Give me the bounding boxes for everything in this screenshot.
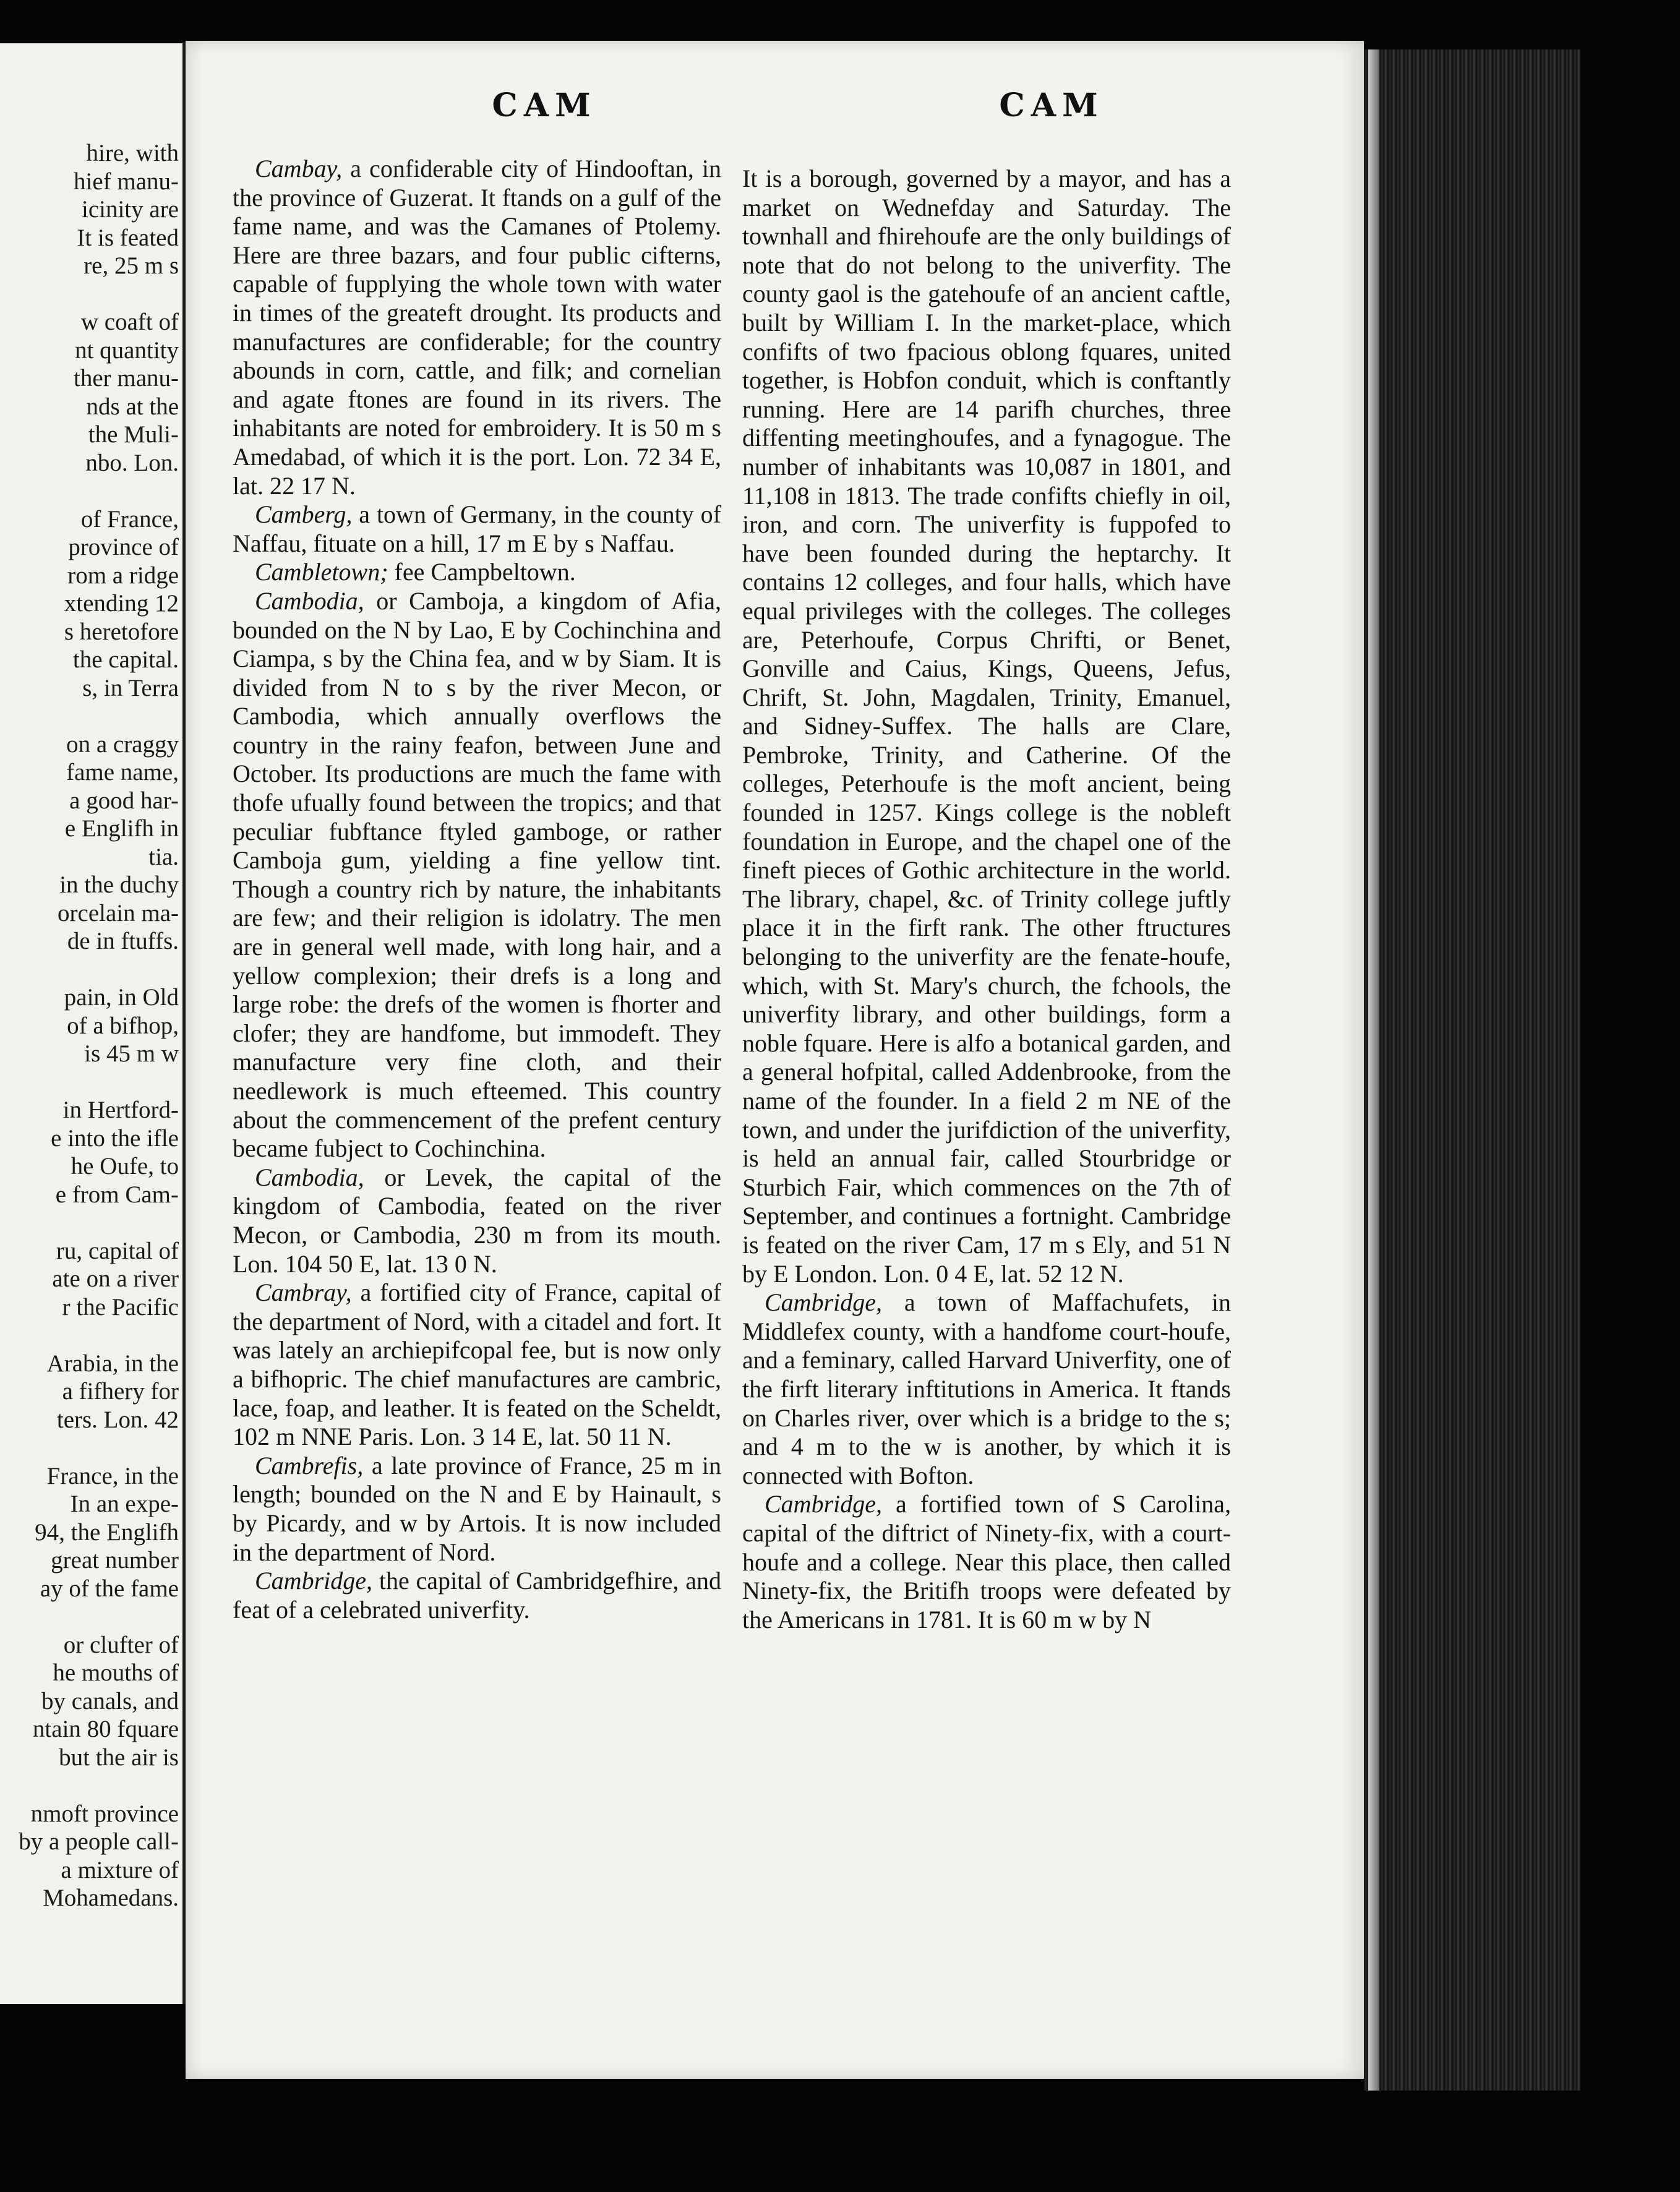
fragment-line: on a craggy	[66, 730, 179, 758]
fragment-line: s heretofore	[64, 618, 179, 645]
fragment-line	[19, 702, 179, 730]
fragment-line: nbo. Lon.	[85, 449, 179, 476]
fragment-line: hire, with	[86, 140, 179, 166]
entry-headword: Cambrefis,	[255, 1451, 364, 1479]
entry-headword: Cambodia,	[255, 1163, 364, 1191]
fragment-line: France, in the	[46, 1462, 179, 1489]
fragment-line	[19, 1068, 179, 1097]
fragment-line: by a people call-	[19, 1828, 179, 1855]
fragment-line	[19, 1209, 179, 1237]
fragment-line: 94, the Englifh	[35, 1518, 179, 1546]
fragment-line: is 45 m w	[84, 1040, 179, 1067]
fragment-line: s, in Terra	[82, 674, 179, 701]
entry-text: or Levek, the capital of the kingdom of Cambodia, feated on the river Mecon, or Cambodia, 230 m from its mouth. Lon. 104 50 E, lat. 13 0 N.	[233, 1163, 721, 1278]
fragment-line: xtending 12	[64, 590, 179, 617]
fragment-line	[19, 477, 179, 505]
fragment-line: but the air is	[59, 1744, 179, 1771]
entry-headword: Cambray,	[255, 1278, 352, 1307]
fragment-line: nmoft province	[30, 1800, 179, 1827]
fragment-line	[19, 1321, 179, 1350]
fragment-line: hief manu-	[73, 168, 179, 195]
entry-text: fee Campbeltown.	[388, 558, 576, 586]
fragment-line: a mixture of	[61, 1856, 179, 1883]
fragment-line: ther manu-	[73, 365, 179, 392]
gazetteer-entry	[233, 558, 721, 587]
facing-page-text	[19, 139, 179, 1912]
running-head-left: CAM	[492, 87, 597, 124]
fragment-line: ay of the fame	[40, 1575, 179, 1602]
fragment-line: a good har-	[69, 787, 179, 814]
fragment-line: nt quantity	[75, 336, 179, 364]
entry-headword: Cambridge,	[765, 1490, 882, 1518]
fragment-line: icinity are	[81, 196, 179, 223]
fragment-line: in the duchy	[59, 871, 179, 898]
entry-text: a late province of France, 25 m in length; bounded on the N and E by Hainault, s by Picardy, and w by Artois. It is now included in the department of Nord.	[233, 1451, 721, 1566]
fragment-line: or clufter of	[63, 1631, 179, 1658]
fragment-line: ate on a river	[52, 1265, 179, 1292]
entry-text: the capital of Cambridgefhire, and feat of a celebrated univerfity.	[233, 1567, 721, 1624]
entry-headword: Cambodia,	[255, 586, 364, 615]
fragment-line: fame name,	[66, 759, 179, 786]
fragment-line: the capital.	[72, 646, 179, 673]
fragment-line: of a bifhop,	[67, 1012, 179, 1039]
fragment-line: by canals, and	[41, 1687, 179, 1715]
gazetteer-entry	[742, 1288, 1231, 1490]
gazetteer-entry	[233, 500, 721, 558]
fragment-line: It is feated	[77, 224, 179, 251]
fragment-line: tia.	[148, 843, 179, 870]
fragment-line: province of	[68, 534, 179, 560]
fragment-line: great number	[51, 1547, 179, 1573]
fragment-line: ntain 80 fquare	[32, 1716, 179, 1742]
entry-text: a town of Germany, in the county of Naffau, fituate on a hill, 17 m E by s Naffau.	[233, 500, 721, 557]
gazetteer-entry	[233, 1163, 721, 1278]
running-head-right: CAM	[999, 87, 1104, 124]
entry-text: a fortified town of S Carolina, capital of the diftrict of Ninety-fix, with a court-houfe and a college. Near this place, then called Ninety-fix, the Britifh troops were defeated by the Americans in 1781. It is 60 m w by N	[742, 1490, 1231, 1633]
text-column-left	[233, 155, 721, 1624]
fragment-line: de in ftuffs.	[67, 928, 179, 954]
fragment-line	[19, 1603, 179, 1631]
fragment-line	[19, 1434, 179, 1462]
entry-text: It is a borough, governed by a mayor, and has a market on Wednefday and Saturday. The townhall and fhirehoufe are the only buildings of note that do not belong to the univerfity. The county gaol is the gatehoufe of an ancient caftle, built by William I. In the market-place, which confifts of two fpacious oblong fquares, united together, is Hobfon conduit, which is conftantly running. Here are 14 parifh churches, three diffenting meetinghoufes, and a fynagogue. The number of inhabitants was 10,087 in 1801, and 11,108 in 1813. The trade confifts chiefly in oil, iron, and corn. The univerfity is fuppofed to have been founded during the heptarchy. It contains 12 colleges, and four halls, which have equal privileges with the colleges. The colleges are, Peterhoufe, Corpus Chrifti, or Benet, Gonville and Caius, Kings, Queens, Jefus, Chrift, St. John, Magdalen, Trinity, Emanuel, and Sidney-Suffex. The halls are Clare, Pembroke, Trinity, and Catherine. Of the colleges, Peterhoufe is the moft ancient, being founded in 1257. Kings college is the nobleft foundation in Europe, and the chapel one of the fineft pieces of Gothic architecture in the world. The library, chapel, &c. of Trinity college juftly place it in the firft rank. The other ftructures belonging to the univerfity are the fenate-houfe, which, with St. Mary's church, the fchools, the univerfity library, and other buildings, form a noble fquare. Here is alfo a botanical garden, and a general hofpital, called Addenbrooke, from the name of the founder. In a field 2 m NE of the town, and under the jurifdiction of the univerfity, is held an annual fair, called Stourbridge or Sturbich Fair, which commences on the 7th of September, and continues a fortnight. Cambridge is feated on the river Cam, 17 m s Ely, and 51 N by E London. Lon. 0 4 E, lat. 52 12 N.	[742, 165, 1231, 1288]
fragment-line: Arabia, in the	[46, 1350, 179, 1377]
fragment-line: r the Pacific	[62, 1293, 179, 1321]
fragment-line: e into the ifle	[51, 1124, 179, 1152]
facing-page-fragment	[0, 43, 182, 2004]
fragment-line: e Englifh in	[64, 815, 179, 842]
fragment-line	[19, 280, 179, 309]
entry-headword: Cambay,	[255, 155, 343, 182]
fragment-line: a fifhery for	[62, 1378, 179, 1405]
fragment-line: re, 25 m s	[84, 252, 179, 279]
entry-text: a confiderable city of Hindooftan, in the province of Guzerat. It ftands on a gulf of the fame name, and was the Camanes of Ptolemy. Here are three bazars, and four public cifterns, capable of fupplying the whole town with water in times of the greateft drought. Its products and manufactures are confiderable; for the country abounds in corn, cattle, and filk; and cornelian and agate ftones are found in its rivers. The inhabitants are noted for embroidery. It is 50 m s Amedabad, of which it is the port. Lon. 72 34 E, lat. 22 17 N.	[233, 155, 721, 500]
fragment-line: orcelain ma-	[58, 899, 179, 927]
entry-text: a town of Maffachufets, in Middlefex county, with a handfome court-houfe, and a feminary, called Harvard Univerfity, one of the firft literary inftitutions in America. It ftands on Charles river, over which is a bridge to the s; and 4 m to the w is another, by which it is connected with Bofton.	[742, 1288, 1231, 1489]
fragment-line: e from Cam-	[55, 1181, 179, 1208]
book-page-edges	[1364, 49, 1580, 2091]
fragment-line: ru, capital of	[56, 1237, 179, 1264]
page-edge-highlight	[1368, 49, 1379, 2091]
fragment-line: Mohamedans.	[43, 1885, 179, 1911]
gazetteer-entry	[233, 587, 721, 1163]
fragment-line: In an expe-	[70, 1491, 179, 1517]
entry-text: or Camboja, a kingdom of Afia, bounded on the N by Lao, E by Cochinchina and Ciampa, s by the China fea, and w by Siam. It is divided from N to s by the river Mecon, or Cambodia, which annually overflows the country in the rainy feafon, between June and October. Its productions are much the fame with thofe ufually found between the tropics; and that peculiar fubftance ftyled gamboge, or rather Camboja gum, yielding a fine yellow tint. Though a country rich by nature, the inhabitants are few; and their religion is idolatry. The men are in general well made, with long hair, and a yellow complexion; their drefs is a long and large robe: the drefs of the women is fhorter and clofer; they are handfome, but immodeft. They manufacture very fine cloth, and their needlework is much efteemed. This country about the commencement of the prefent century became fubject to Cochinchina.	[233, 586, 721, 1163]
gazetteer-entry	[233, 1278, 721, 1452]
fragment-line: the Muli-	[88, 421, 179, 448]
gazetteer-entry	[742, 1490, 1231, 1634]
text-column-right	[742, 165, 1231, 1634]
gazetteer-entry	[233, 155, 721, 500]
fragment-line: w coaft of	[80, 309, 179, 335]
gazetteer-entry	[742, 165, 1231, 1288]
fragment-line: pain, in Old	[64, 984, 179, 1011]
entry-headword: Cambletown;	[255, 558, 388, 586]
entry-headword: Camberg,	[255, 500, 353, 529]
fragment-line	[19, 1771, 179, 1800]
fragment-line: rom a ridge	[67, 562, 179, 589]
gazetteer-entry	[233, 1567, 721, 1624]
entry-text: a fortified city of France, capital of the department of Nord, with a citadel and fort. It was lately an archiepifcopal fee, but is now only a bifhopric. The chief manufactures are cambric, lace, foap, and leather. It is feated on the Scheldt, 102 m NNE Paris. Lon. 3 14 E, lat. 50 11 N.	[233, 1278, 721, 1451]
fragment-line: in Hertford-	[62, 1097, 179, 1123]
entry-headword: Cambridge,	[255, 1567, 372, 1595]
entry-headword: Cambridge,	[765, 1288, 882, 1317]
fragment-line: nds at the	[86, 393, 179, 420]
fragment-line: of France,	[80, 505, 179, 533]
fragment-line	[19, 956, 179, 984]
gazetteer-entry	[233, 1452, 721, 1567]
fragment-line: he mouths of	[53, 1659, 179, 1686]
fragment-line: he Oufe, to	[71, 1153, 179, 1179]
fragment-line: ters. Lon. 42	[56, 1406, 179, 1433]
